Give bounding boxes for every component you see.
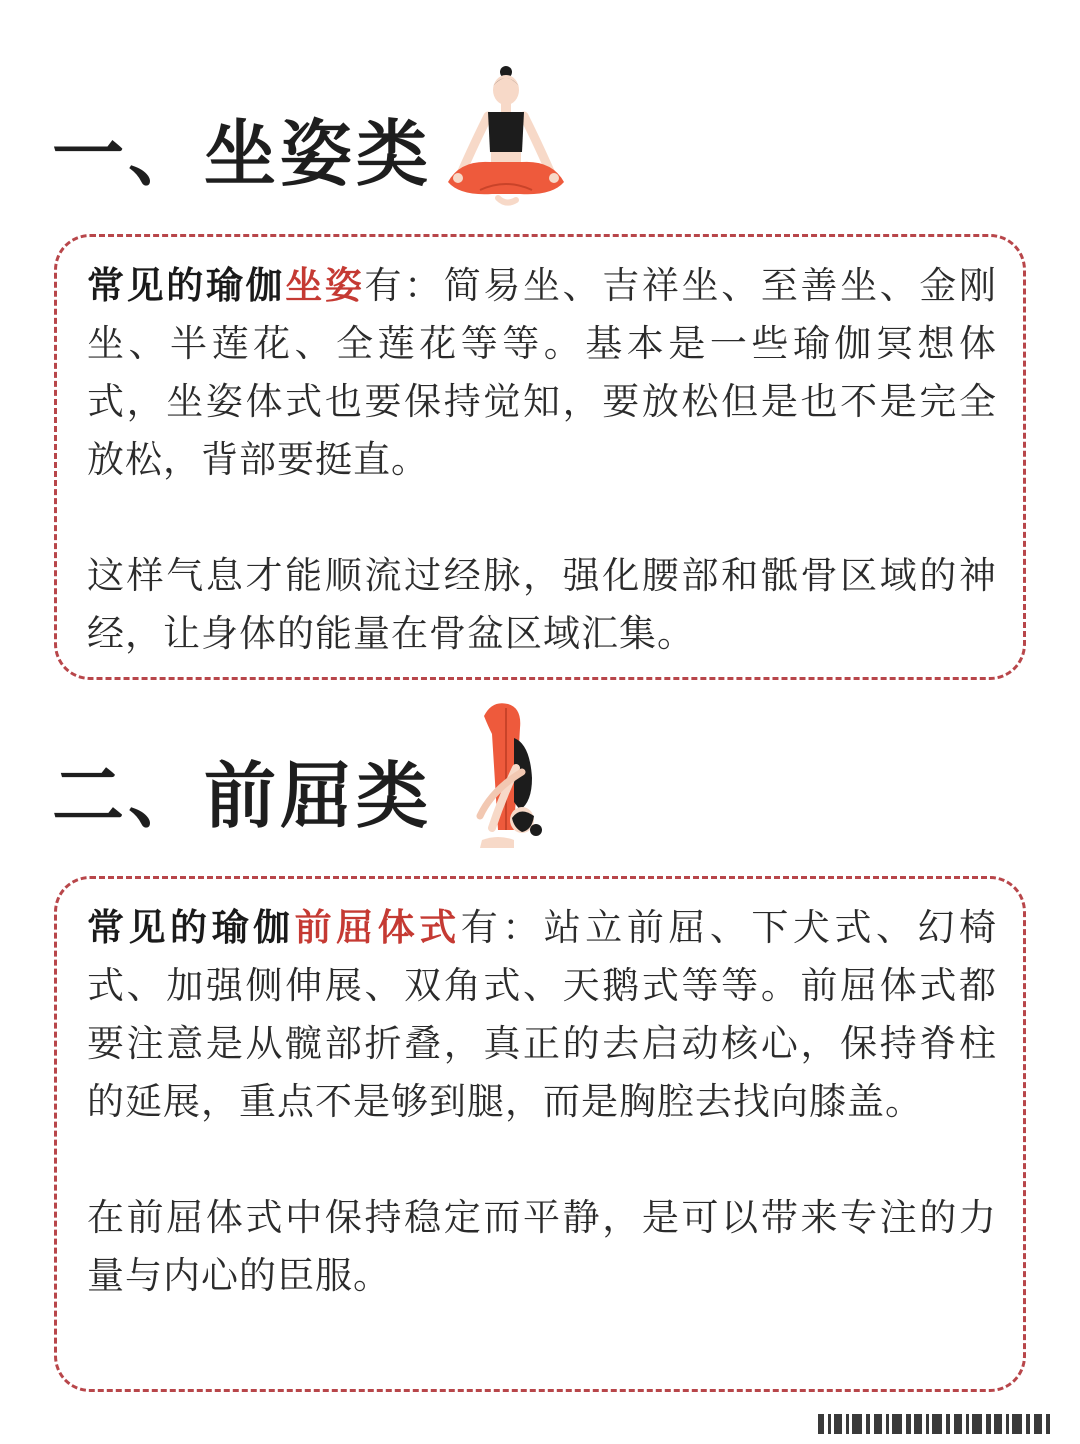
forward-bend-highlight: 前屈体式 [294, 906, 461, 949]
section-title-sitting: 一、坐姿类 [52, 111, 433, 196]
sitting-paragraph-2: 这样气息才能顺流过经脉，强化腰部和骶骨区域的神经，让身体的能量在骨盆区域汇集。 [87, 554, 997, 655]
forward-bend-paragraph-2: 在前屈体式中保持稳定而平静，是可以带来专注的力量与内心的臣服。 [87, 1196, 997, 1297]
section-title-forward-bend: 二、前屈类 [52, 753, 433, 838]
forward-bend-paragraph-1 [87, 899, 997, 1131]
sitting-lead: 常见的瑜伽 [87, 264, 286, 307]
forward-bend-pose-icon [462, 698, 552, 854]
forward-bend-lead: 常见的瑜伽 [87, 906, 295, 949]
forward-bend-poses-card [54, 876, 1026, 1392]
seated-meditation-pose-icon [440, 64, 570, 208]
barcode-watermark-icon [818, 1410, 1054, 1438]
sitting-poses-card [54, 234, 1026, 680]
sitting-paragraph-1 [87, 257, 997, 489]
forward-bend-text: 有：站立前屈、下犬式、幻椅式、加强侧伸展、双角式、天鹅式等等。前屈体式都要注意是从髋部折叠，真正的去启动核心，保持脊柱的延展，重点不是够到腿，而是胸腔去找向膝盖。 [87, 906, 998, 1123]
sitting-text: 有：简易坐、吉祥坐、至善坐、金刚坐、半莲花、全莲花等等。基本是一些瑜伽冥想体式，坐姿体式也要保持觉知，要放松但是也不是完全放松，背部要挺直。 [87, 264, 998, 481]
sitting-highlight: 坐姿 [285, 264, 365, 307]
